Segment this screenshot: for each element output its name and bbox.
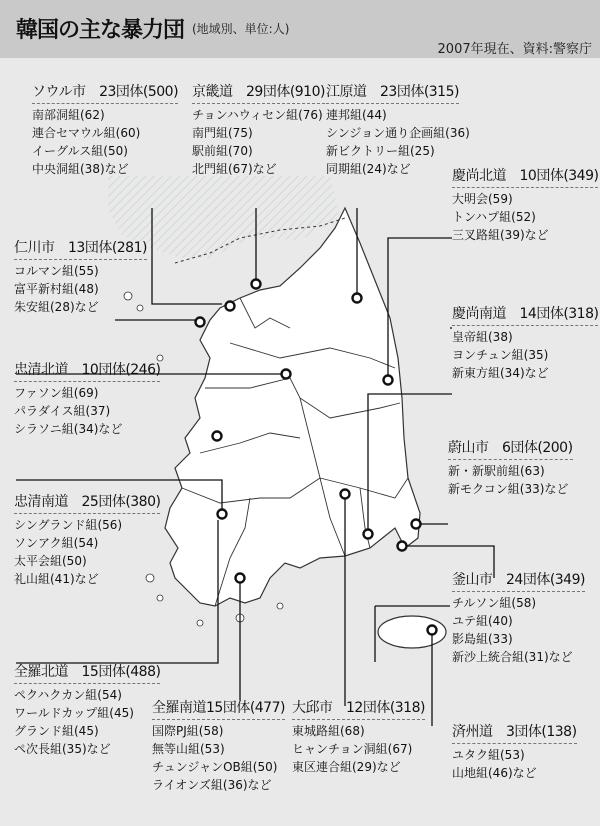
region-item: ワールドカップ組(45) — [14, 706, 134, 720]
region-jeonbuk — [14, 662, 160, 758]
region-daegu — [292, 698, 425, 776]
marker-gyeongbuk — [384, 376, 393, 385]
marker-seoul — [226, 302, 235, 311]
region-item: 新ビクトリー組(25) — [326, 144, 435, 158]
region-item: 皇帝組(38) — [452, 330, 513, 344]
region-item: イーグルス組(50) — [32, 144, 128, 158]
region-gyeongnam — [452, 304, 598, 382]
map-subtitle: (地域別、単位:人) — [192, 22, 290, 36]
region-heading: 京畿道 29団体(910) — [192, 82, 325, 104]
marker-chungnam — [213, 432, 222, 441]
region-item: 北門組(67)など — [192, 162, 277, 176]
region-item: 礼山組(41)など — [14, 572, 99, 586]
map-title: 韓国の主な暴力団 — [16, 18, 185, 43]
marker-incheon — [196, 318, 205, 327]
region-incheon — [14, 238, 147, 316]
region-item: トンハプ組(52) — [452, 210, 536, 224]
region-item: シラソニ組(34)など — [14, 422, 123, 436]
marker-jeonbuk — [218, 510, 227, 519]
marker-ulsan — [412, 520, 421, 529]
region-item: 中央洞組(38)など — [32, 162, 129, 176]
region-item: ヒャンチョン洞組(67) — [292, 742, 413, 756]
region-heading: 済州道 3団体(138) — [452, 722, 577, 744]
marker-gyeonggi — [252, 280, 261, 289]
region-chungbuk — [14, 360, 160, 438]
region-item: ファソン組(69) — [14, 386, 99, 400]
region-item: ユテ組(40) — [452, 614, 513, 628]
marker-chungbuk — [282, 370, 291, 379]
region-item: 三叉路組(39)など — [452, 228, 549, 242]
region-item: 同期組(24)など — [326, 162, 411, 176]
region-heading: 忠清北道 10団体(246) — [14, 360, 160, 382]
region-item: 富平新村組(48) — [14, 282, 99, 296]
region-item: チュンジャンOB組(50) — [152, 760, 278, 774]
region-ulsan — [448, 438, 573, 498]
region-item: チョンハウィセン組(76) — [192, 108, 323, 122]
region-heading: 江原道 23団体(315) — [326, 82, 459, 104]
region-item: 新沙上統合組(31)など — [452, 650, 573, 664]
marker-jeju — [428, 626, 437, 635]
region-heading: 全羅南道15団体(477) — [152, 698, 285, 720]
region-item: パラダイス組(37) — [14, 404, 111, 418]
region-item: 無等山組(53) — [152, 742, 225, 756]
map-area — [0, 58, 600, 826]
region-heading: 釜山市 24団体(349) — [452, 570, 585, 592]
region-heading: 大邱市 12団体(318) — [292, 698, 425, 720]
region-item: シンジョン通り企画組(36) — [326, 126, 470, 140]
region-item: 新モクコン組(33)など — [448, 482, 569, 496]
region-busan — [452, 570, 585, 666]
region-heading: ソウル市 23団体(500) — [32, 82, 178, 104]
region-jeonnam — [152, 698, 285, 794]
region-item: 太平会組(50) — [14, 554, 87, 568]
region-item: 東区連合組(29)など — [292, 760, 401, 774]
region-item: 東城路組(68) — [292, 724, 365, 738]
region-chungnam — [14, 492, 160, 588]
region-seoul — [32, 82, 178, 178]
region-heading: 仁川市 13団体(281) — [14, 238, 147, 260]
region-item: チルソン組(58) — [452, 596, 537, 610]
region-heading: 全羅北道 15団体(488) — [14, 662, 160, 684]
region-jeju — [452, 722, 577, 782]
region-gyeonggi — [192, 82, 325, 178]
region-heading: 慶尚南道 14団体(318) — [452, 304, 598, 326]
region-item: 国際PJ組(58) — [152, 724, 224, 738]
region-item: ユタク組(53) — [452, 748, 525, 762]
region-item: 連合セマウル組(60) — [32, 126, 141, 140]
region-item: ペクハクカン組(54) — [14, 688, 122, 702]
region-item: ソンアク組(54) — [14, 536, 99, 550]
marker-daegu — [341, 490, 350, 499]
region-item: 山地組(46)など — [452, 766, 537, 780]
marker-gyeongnam — [364, 530, 373, 539]
region-gangwon — [326, 82, 470, 178]
region-item: 南門組(75) — [192, 126, 253, 140]
region-item: コルマン組(55) — [14, 264, 99, 278]
header-bar — [0, 0, 600, 58]
marker-gangwon — [353, 294, 362, 303]
region-item: ライオンズ組(36)など — [152, 778, 272, 792]
region-item: 朱安組(28)など — [14, 300, 99, 314]
source-note: 2007年現在、資料:警察庁 — [437, 42, 592, 57]
region-item: 新東方組(34)など — [452, 366, 549, 380]
region-item: 南部洞組(62) — [32, 108, 105, 122]
marker-jeonnam — [236, 574, 245, 583]
region-gyeongbuk — [452, 166, 598, 244]
region-heading: 慶尚北道 10団体(349) — [452, 166, 598, 188]
region-item: ヨンチュン組(35) — [452, 348, 549, 362]
region-item: 連邦組(44) — [326, 108, 387, 122]
region-heading: 蔚山市 6団体(200) — [448, 438, 573, 460]
region-item: ペ次長組(35)など — [14, 742, 111, 756]
marker-busan — [398, 542, 407, 551]
mainland-shape — [165, 208, 420, 606]
region-item: シングランド組(56) — [14, 518, 123, 532]
region-item: 新・新駅前組(63) — [448, 464, 545, 478]
region-item: グランド組(45) — [14, 724, 99, 738]
region-heading: 忠清南道 25団体(380) — [14, 492, 160, 514]
region-item: 影島組(33) — [452, 632, 513, 646]
region-item: 大明会(59) — [452, 192, 513, 206]
region-item: 駅前組(70) — [192, 144, 253, 158]
